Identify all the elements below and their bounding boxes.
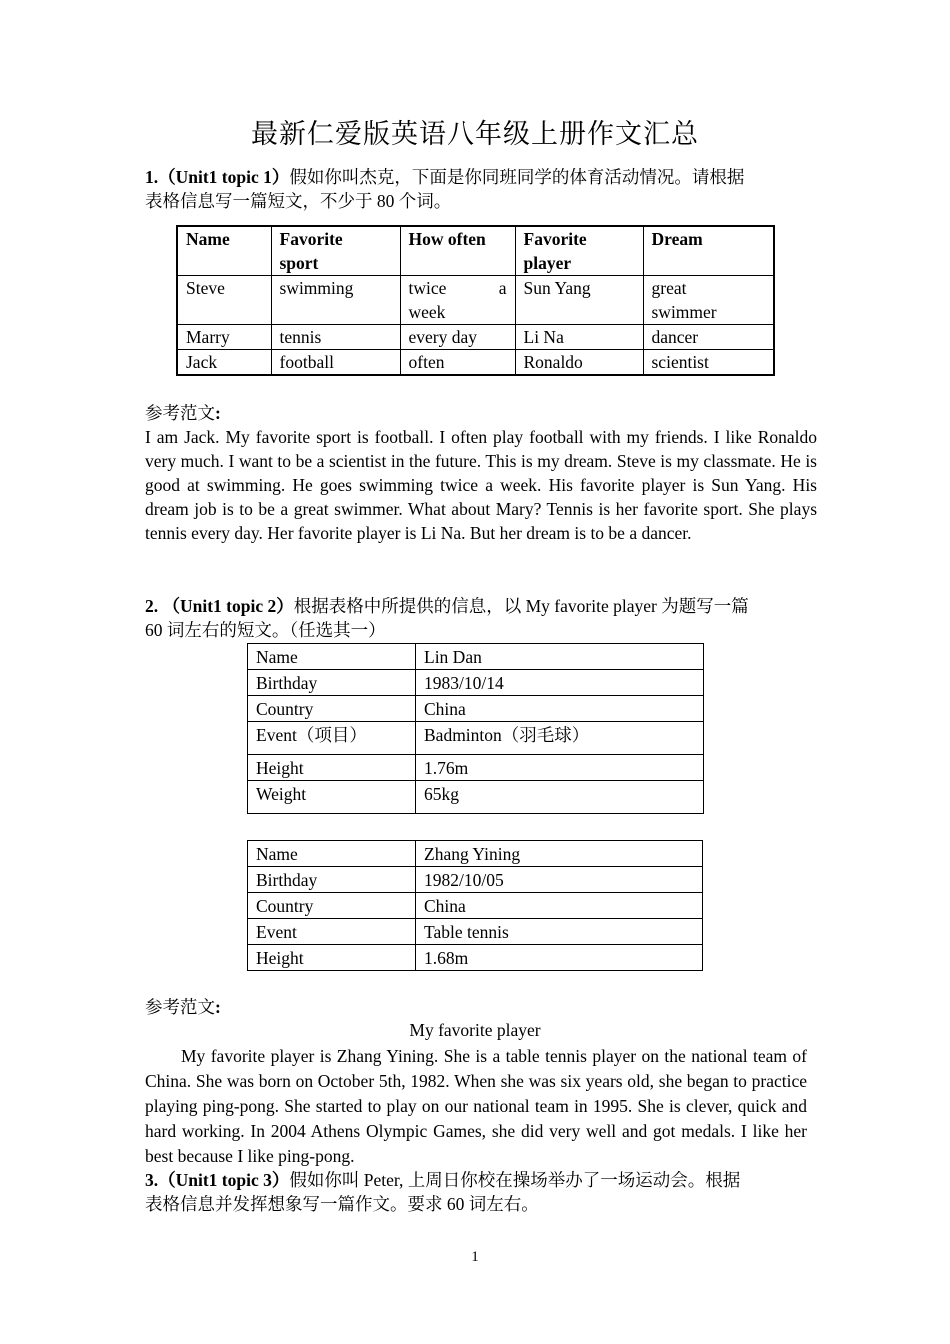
table-cell: Sun Yang (515, 276, 643, 325)
table-row (248, 893, 703, 919)
page-title: 最新仁爱版英语八年级上册作文汇总 (251, 119, 699, 149)
table-cell: Lin Dan (416, 644, 704, 670)
table-cell: great swimmer (643, 276, 774, 325)
table-cell: football (271, 350, 400, 376)
table-cell: Birthday (248, 867, 416, 893)
zhang-yining-table (247, 840, 703, 971)
essay-2-title: My favorite player (409, 1020, 541, 1040)
essay-1: I am Jack. My favorite sport is football. I often play football with my friends. I like Ronaldo very much. I want to be a scientist in the future. This is my dream. Steve is my classmate. He is good at swimming. He goes swimming twice a week. His favorite player is Sun Yang. His dream job is to be a great swimmer. What about Mary? Tennis is her favorite sport. She plays tennis every day. Her favorite player is Li Na. But her dream is to be a dancer. (145, 427, 817, 543)
table-cell: 1.76m (416, 755, 704, 781)
table-cell: Height (248, 755, 416, 781)
lin-dan-table (247, 643, 704, 814)
question-1-line1: 假如你叫杰克，下面是你同班同学的体育活动情况。请根据 (289, 167, 745, 187)
table-row (248, 945, 703, 971)
question-3-line1: 假如你叫 Peter, 上周日你校在操场举办了一场运动会。根据 (289, 1170, 741, 1190)
table-cell: Country (248, 696, 416, 722)
table-cell: Zhang Yining (416, 841, 703, 867)
reference-label-1: 参考范文: (145, 403, 221, 423)
essay-2: My favorite player is Zhang Yining. She is a table tennis player on the national team of China. She was born on October 5th, 1982. When she was six years old, she began to practice playing ping-pong. She started to play on our national team in 1995. She is clever, quick and hard working. In 2004 Athens Olympic Games, she did very well and got medals. I like her best because I like ping-pong. (145, 1046, 807, 1166)
table-row (248, 755, 704, 781)
question-2-number: 2. (145, 596, 159, 616)
table-cell: Jack (177, 350, 271, 376)
question-1-line2: 表格信息写一篇短文，不少于 80 个词。 (145, 191, 452, 211)
table-header-row (177, 226, 774, 276)
header-cell: Favorite sport (271, 226, 400, 276)
page-number: 1 (471, 1249, 479, 1265)
question-2 (145, 594, 810, 642)
table-row (177, 276, 774, 325)
table-cell: Event（项目） (248, 722, 416, 755)
table-cell: tennis (271, 325, 400, 350)
question-3-number: 3. (145, 1170, 159, 1190)
sports-table (176, 225, 775, 376)
table-row (177, 325, 774, 350)
table-cell: Country (248, 893, 416, 919)
table-cell: Li Na (515, 325, 643, 350)
header-cell: How often (400, 226, 515, 276)
table-cell: Name (248, 644, 416, 670)
table-cell: swimming (271, 276, 400, 325)
table-cell: 65kg (416, 781, 704, 814)
table-cell: 1.68m (416, 945, 703, 971)
table-cell: Height (248, 945, 416, 971)
table-cell: China (416, 893, 703, 919)
question-1 (145, 165, 810, 213)
question-2-tag: （Unit1 topic 2） (162, 596, 294, 616)
table-row (248, 781, 704, 814)
question-1-tag: （Unit1 topic 1） (158, 167, 290, 187)
table-cell: Birthday (248, 670, 416, 696)
table-cell: Table tennis (416, 919, 703, 945)
header-cell: Dream (643, 226, 774, 276)
question-3-tag: （Unit1 topic 3） (158, 1170, 290, 1190)
question-1-number: 1. (145, 167, 159, 187)
table-cell: Badminton（羽毛球） (416, 722, 704, 755)
table-row (248, 841, 703, 867)
table-row (248, 919, 703, 945)
header-cell: Name (177, 226, 271, 276)
table-row (248, 670, 704, 696)
table-cell: often (400, 350, 515, 376)
table-cell: Ronaldo (515, 350, 643, 376)
table-cell: Marry (177, 325, 271, 350)
table-row (248, 644, 704, 670)
table-cell: dancer (643, 325, 774, 350)
header-cell: Favorite player (515, 226, 643, 276)
table-cell: 1982/10/05 (416, 867, 703, 893)
table-row (177, 350, 774, 376)
question-2-line1: 根据表格中所提供的信息，以 My favorite player 为题写一篇 (293, 596, 749, 616)
table-cell: twice a week (400, 276, 515, 325)
table-cell: China (416, 696, 704, 722)
table-cell: Weight (248, 781, 416, 814)
table-cell: Steve (177, 276, 271, 325)
question-3-line2: 表格信息并发挥想象写一篇作文。要求 60 词左右。 (145, 1194, 539, 1214)
question-2-line2: 60 词左右的短文。（任选其一） (145, 620, 386, 640)
table-cell: 1983/10/14 (416, 670, 704, 696)
table-row (248, 867, 703, 893)
reference-label-2: 参考范文: (145, 997, 221, 1017)
question-3 (145, 1168, 810, 1216)
table-row (248, 696, 704, 722)
table-cell: Event (248, 919, 416, 945)
table-cell: scientist (643, 350, 774, 376)
table-cell: every day (400, 325, 515, 350)
table-cell: Name (248, 841, 416, 867)
table-row (248, 722, 704, 755)
